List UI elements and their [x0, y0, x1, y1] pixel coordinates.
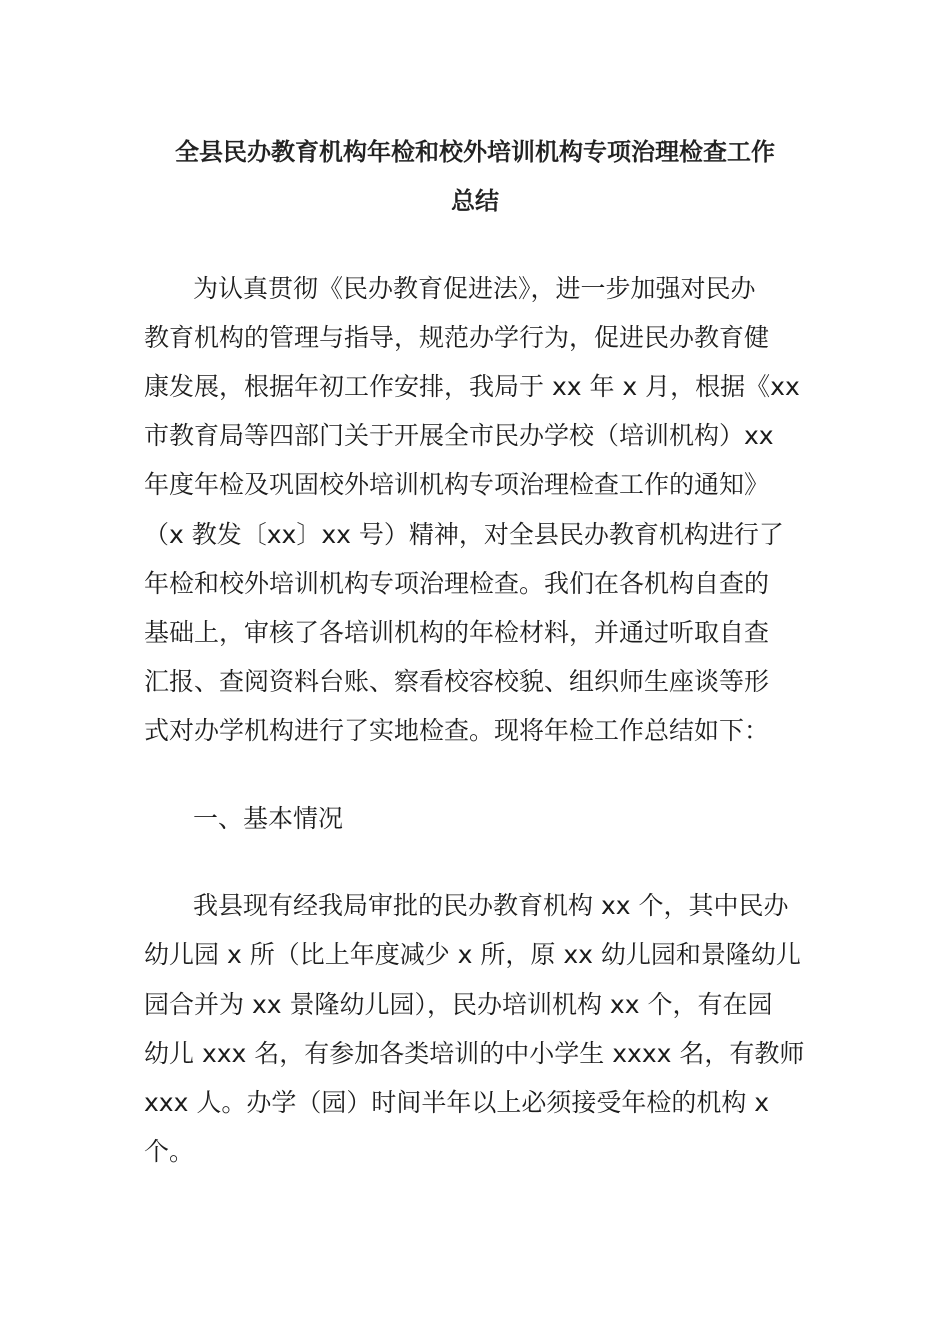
paragraph-line: 为认真贯彻《民办教育促进法》，进一步加强对民办 [193, 274, 756, 303]
paragraph-line: 年度年检及巩固校外培训机构专项治理检查工作的通知》 [144, 470, 770, 499]
paragraph-line: 我县现有经我局审批的民办教育机构 xx 个，其中民办 [193, 891, 789, 920]
paragraph-line: 幼儿 xxx 名，有参加各类培训的中小学生 xxxx 名，有教师 [144, 1039, 805, 1068]
paragraph-line: 园合并为 xx 景隆幼儿园），民办培训机构 xx 个，有在园 [144, 990, 773, 1019]
paragraph-line: （x 教发〔xx〕xx 号）精神，对全县民办教育机构进行了 [144, 520, 784, 549]
paragraph-line: 基础上，审核了各培训机构的年检材料，并通过听取自查 [144, 618, 770, 647]
paragraph-line: 幼儿园 x 所（比上年度减少 x 所，原 xx 幼儿园和景隆幼儿 [144, 940, 801, 969]
paragraph-line: 汇报、查阅资料台账、察看校容校貌、组织师生座谈等形 [144, 667, 770, 696]
section-heading: 一、基本情况 [193, 804, 344, 833]
paragraph-line: xxx 人。办学（园）时间半年以上必须接受年检的机构 x [144, 1088, 770, 1117]
paragraph-line: 市教育局等四部门关于开展全市民办学校（培训机构）xx [144, 421, 774, 450]
paragraph-line: 式对办学机构进行了实地检查。现将年检工作总结如下： [144, 716, 770, 745]
paragraph-line: 个。 [144, 1137, 195, 1166]
paragraph-line: 年检和校外培训机构专项治理检查。我们在各机构自查的 [144, 569, 770, 598]
paragraph-line: 教育机构的管理与指导，规范办学行为，促进民办教育健 [144, 323, 770, 352]
document-title-line-2: 总结 [451, 187, 499, 215]
paragraph-line: 康发展，根据年初工作安排，我局于 xx 年 x 月，根据《xx [144, 372, 800, 401]
document-title-line-1: 全县民办教育机构年检和校外培训机构专项治理检查工作 [175, 138, 775, 166]
